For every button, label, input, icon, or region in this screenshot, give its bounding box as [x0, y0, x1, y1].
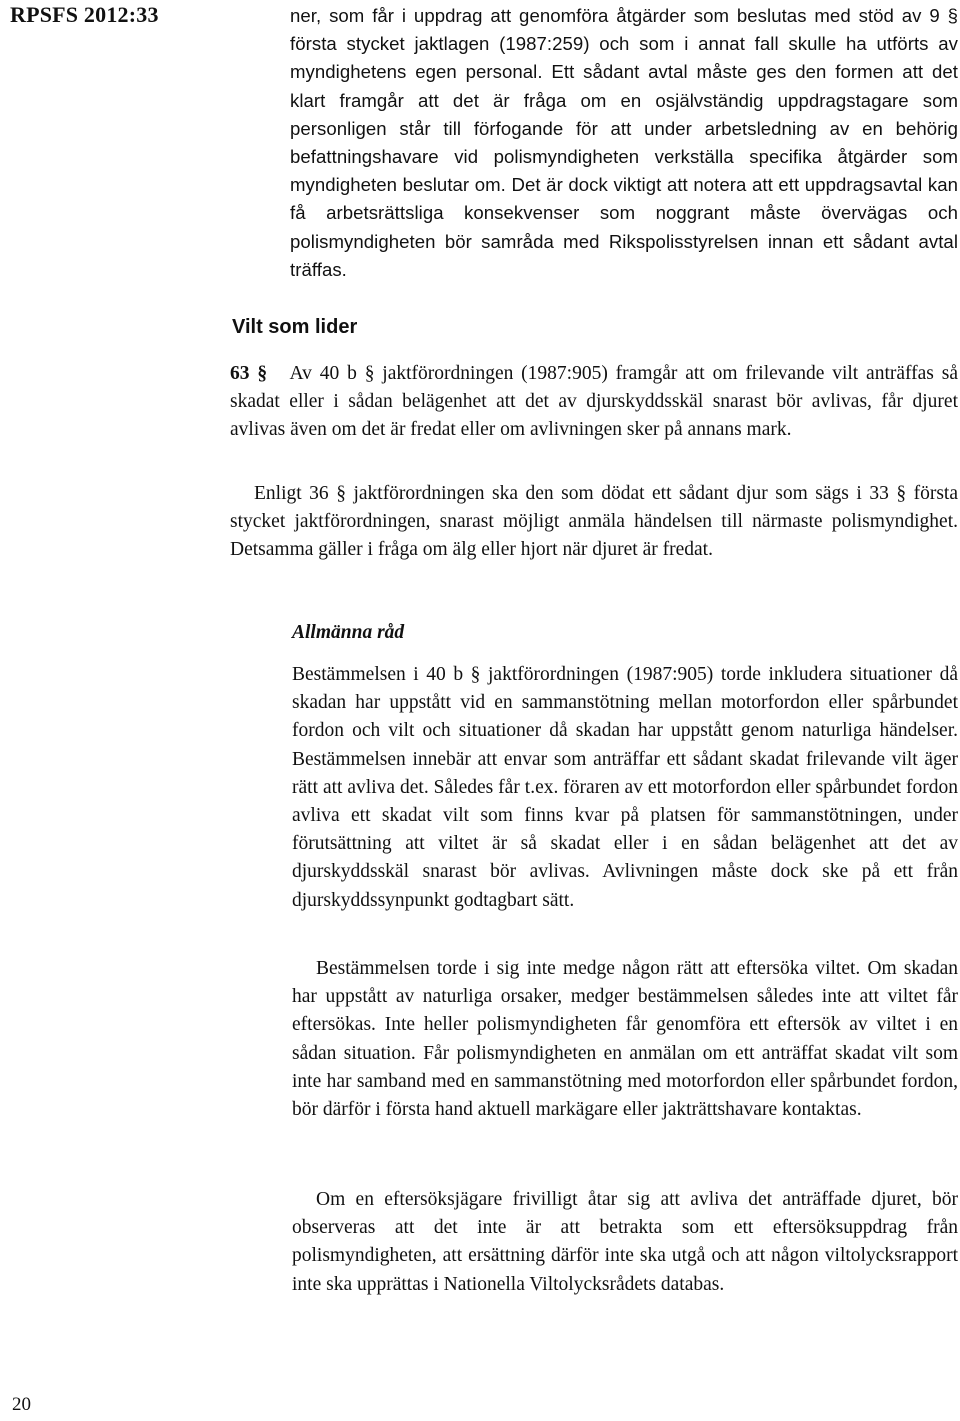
paragraph-63 — [230, 360, 958, 445]
page-number: 20 — [12, 1394, 31, 1415]
section-number: 63 § — [230, 363, 268, 384]
paragraph-63-text: Av 40 b § jaktförordningen (1987:905) framgår att om frilevande vilt anträffas så skadat eller i sådan belägenhet att det av djurskyddsskäl snarast bör avlivas, får djuret avlivas även om det är fredat eller om avlivningen sker på annans mark. — [230, 363, 958, 441]
general-advice-title: Allmänna råd — [292, 622, 405, 643]
intro-paragraph: ner, som får i uppdrag att genomföra åtgärder som beslutas med stöd av 9 § första stycket jaktlagen (1987:259) och som i annat fall skulle ha utförts av myndighetens egen personal. Ett sådant avtal måste ges den formen att det klart framgår att det är fråga om en osjälvständig uppdragstagare som personligen står till förfogande för att under arbetsledning av en behörig befattningshavare vid polismyndigheten verkställa specifika åtgärder som myndigheten beslutar om. Det är dock viktigt att notera att ett uppdragsavtal kan få arbetsrättsliga konsekvenser som noggrant måste övervägas och polismyndigheten bör samråda med Rikspolisstyrelsen innan ett sådant avtal träffas. — [290, 5, 958, 280]
document-id: RPSFS 2012:33 — [10, 2, 159, 27]
section-heading: Vilt som lider — [232, 316, 358, 338]
paragraph-reporting: Enligt 36 § jaktförordningen ska den som dödat ett sådant djur som sägs i 33 § första stycket jaktförordningen, snarast möjligt anmäla händelsen till närmaste polismyndighet. Detsamma gäller i fråga om älg eller hjort när djuret är fredat. — [230, 483, 958, 561]
advice-paragraph-2: Bestämmelsen torde i sig inte medge någon rätt att eftersöka viltet. Om skadan har uppstått av naturliga orsaker, medger bestämmelsen således inte att viltet får eftersökas. Inte heller polismyndigheten får genomföra ett eftersök av viltet i en sådan situation. Får polismyndigheten en anmälan om ett anträffat skadat vilt som inte har samband med en sammanstötning med motorfordon eller spårbundet fordon, bör därför i första hand aktuell markägare eller jakträttshavare kontaktas. — [292, 958, 958, 1121]
advice-paragraph-1: Bestämmelsen i 40 b § jaktförordningen (1987:905) torde inkludera situationer då skadan har uppstått vid en sammanstötning mellan motorfordon eller spårbundet fordon och vilt och situationer då skadan har uppstått genom naturliga händelser. Bestämmelsen innebär att envar som anträffar ett sådant skadat frilevande vilt äger rätt att avliva det. Således får t.ex. föraren av ett motorfordon eller spårbundet fordon avliva ett skadat vilt som finns kvar på platsen för sammanstötningen, under förutsättning att viltet är så skadat eller i en sådan belägenhet att det av djurskyddsskäl snarast bör avlivas. Avlivningen måste dock ske på ett från djurskyddssynpunkt godtagbart sätt. — [292, 664, 958, 911]
advice-paragraph-3: Om en eftersöksjägare frivilligt åtar sig att avliva det anträffade djuret, bör observeras att det inte är att betrakta som ett eftersöksuppdrag från polismyndigheten, att ersättning därför inte ska utgå och att någon viltolycksrapport inte ska upprättas i Nationella Viltolycksrådets databas. — [292, 1189, 958, 1295]
